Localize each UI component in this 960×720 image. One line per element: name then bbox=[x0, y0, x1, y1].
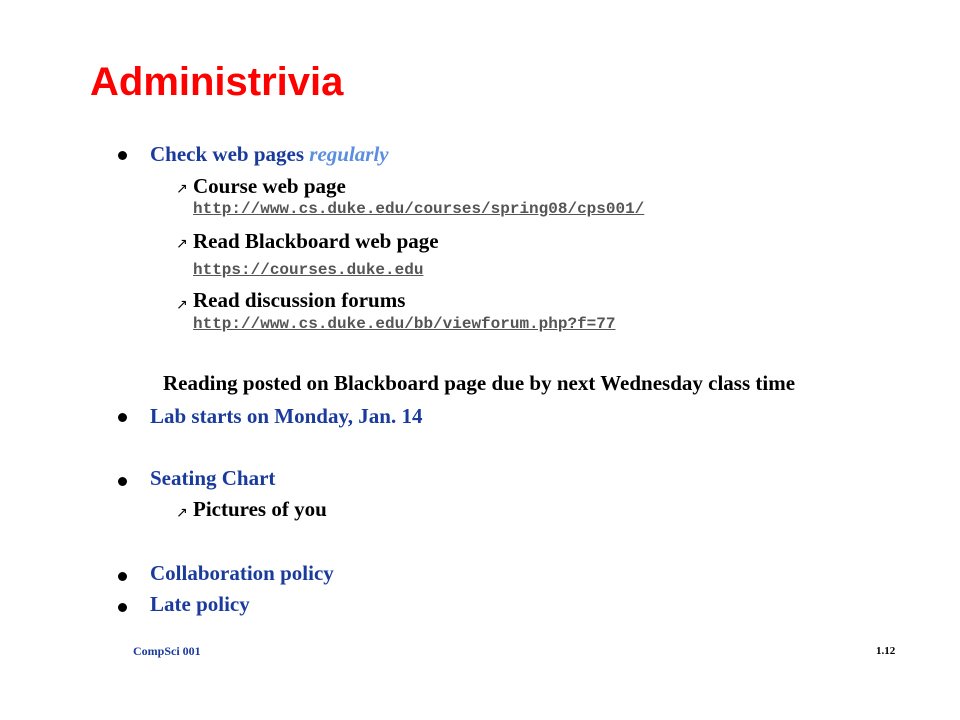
bullet-collaboration-policy: Collaboration policy bbox=[150, 561, 334, 585]
blackboard-url-link[interactable]: https://courses.duke.edu bbox=[193, 261, 424, 279]
bullet-seating-chart: Seating Chart bbox=[150, 466, 276, 490]
bullet-late-policy: Late policy bbox=[150, 592, 250, 616]
slide-title: Administrivia bbox=[90, 60, 344, 104]
arrow-icon: ↗ bbox=[176, 236, 188, 252]
sub-blackboard-page: Read Blackboard web page bbox=[193, 229, 439, 253]
page-number: 1.12 bbox=[876, 645, 896, 657]
bullet-icon bbox=[118, 477, 127, 486]
bullet-icon bbox=[118, 151, 127, 160]
course-url-link[interactable]: http://www.cs.duke.edu/courses/spring08/cps001/ bbox=[193, 200, 645, 218]
arrow-icon: ↗ bbox=[176, 181, 188, 197]
bullet-lab-starts: Lab starts on Monday, Jan. 14 bbox=[150, 404, 423, 428]
bullet-icon bbox=[118, 603, 127, 612]
sub-pictures-of-you: Pictures of you bbox=[193, 497, 327, 521]
arrow-icon: ↗ bbox=[176, 505, 188, 521]
sub-discussion-forums: Read discussion forums bbox=[193, 288, 406, 312]
forum-url-link[interactable]: http://www.cs.duke.edu/bb/viewforum.php?f=77 bbox=[193, 315, 616, 333]
bullet-icon bbox=[118, 413, 127, 422]
arrow-icon: ↗ bbox=[176, 297, 188, 313]
bullet-check-web-pages bbox=[150, 142, 389, 167]
bullet-text: Check web pages bbox=[150, 142, 310, 166]
sub-course-web-page: Course web page bbox=[193, 174, 346, 198]
bullet-icon bbox=[118, 572, 127, 581]
reading-note: Reading posted on Blackboard page due by next Wednesday class time bbox=[163, 371, 796, 395]
bullet-emphasis: regularly bbox=[309, 142, 389, 166]
footer-course: CompSci 001 bbox=[133, 644, 201, 658]
